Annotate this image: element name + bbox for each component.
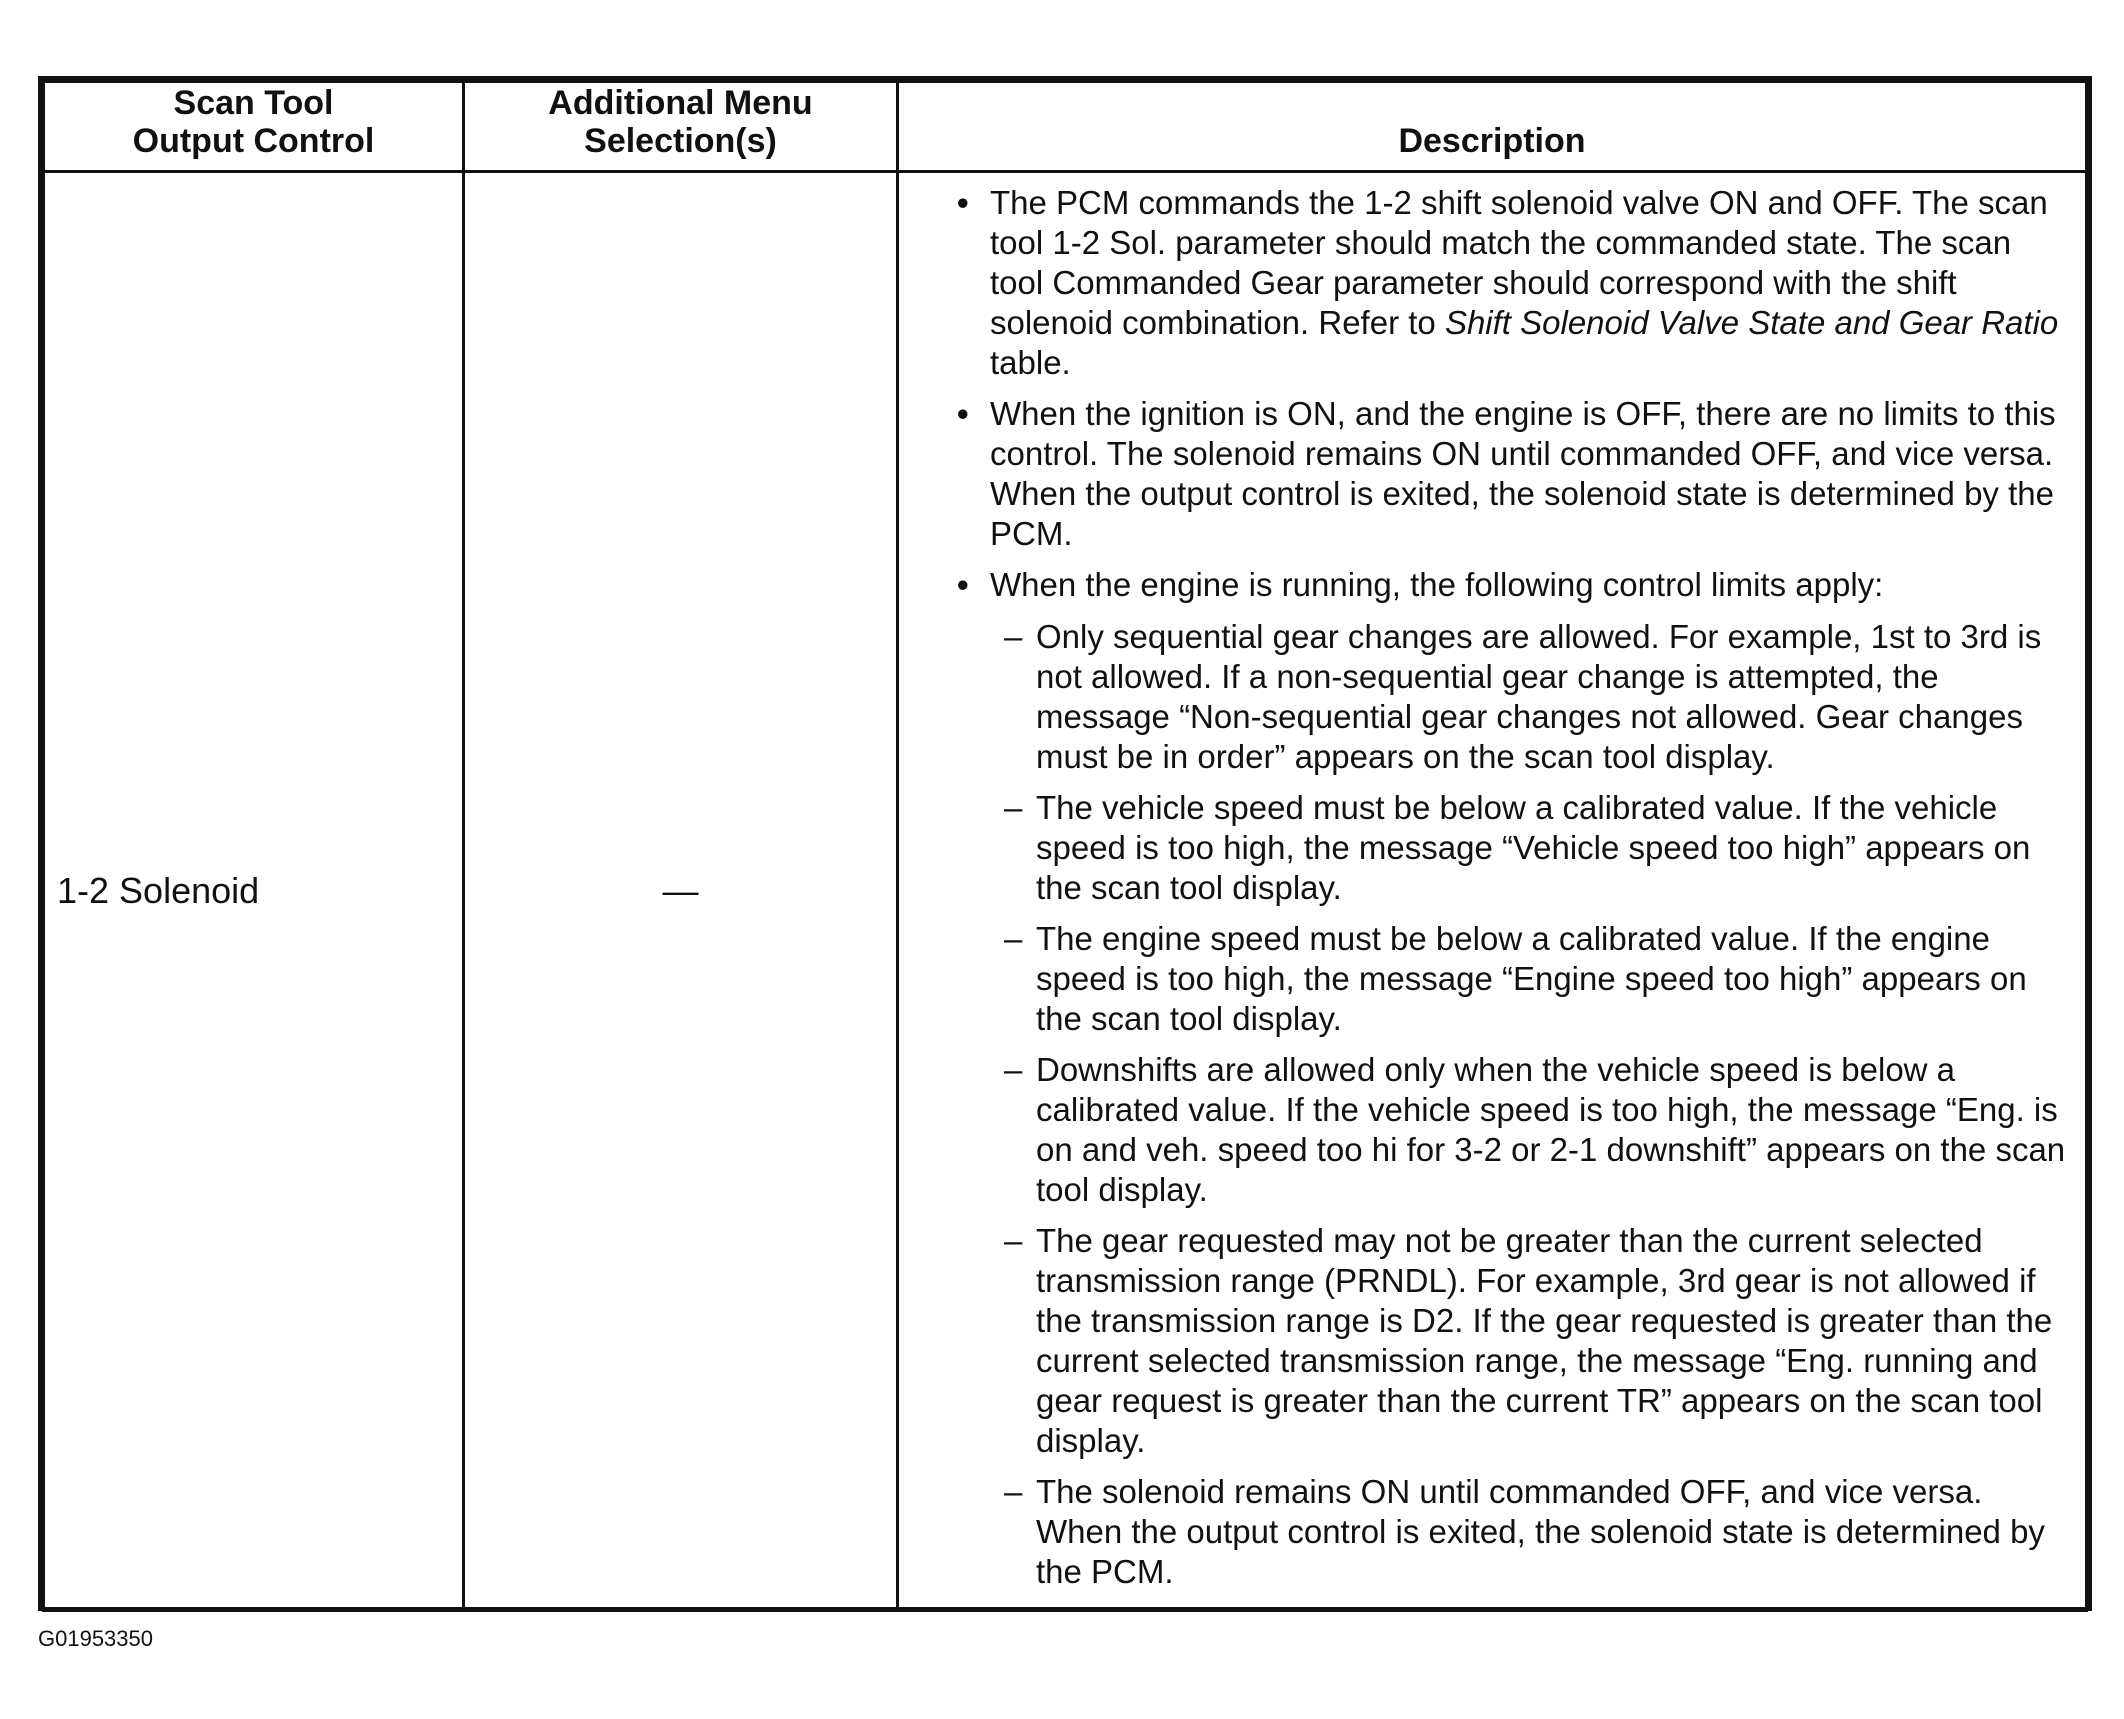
menu-selection-value: — <box>464 172 898 1611</box>
dash-icon: – <box>1004 618 1023 655</box>
bullet1-text: The PCM commands the 1-2 shift solenoid valve ON and OFF. The scan tool 1-2 Sol. parameter should match the commanded state. The scan tool Commanded Gear parameter should correspond with the shift solenoid combination. Refer to <box>990 184 2048 341</box>
control-limit-text: The gear requested may not be greater than the current selected transmission range (PRNDL). For example, 3rd gear is not allowed if the transmission range is D2. If the gear requested is greater than the current selected transmission range, the message “Eng. running and gear request is greater than the current TR” appears on the scan tool display. <box>1036 1222 2053 1459</box>
header-col2-line2: Selection(s) <box>584 122 777 160</box>
description-cell <box>898 172 2087 1611</box>
bullet-icon: • <box>957 184 969 221</box>
control-limit-text: The engine speed must be below a calibrated value. If the engine speed is too high, the message “Engine speed too high” appears on the scan tool display. <box>1036 920 2027 1037</box>
output-control-name: 1-2 Solenoid <box>44 172 464 1611</box>
table-header-row <box>44 82 2087 172</box>
control-limit-item <box>1004 1050 2071 1210</box>
bullet-icon: • <box>957 395 969 432</box>
control-limit-text: The vehicle speed must be below a calibrated value. If the vehicle speed is too high, the message “Vehicle speed too high” appears on the scan tool display. <box>1036 789 2031 906</box>
description-bullet <box>957 394 2071 554</box>
control-limit-text: The solenoid remains ON until commanded OFF, and vice versa. When the output control is exited, the solenoid state is determined by the PCM. <box>1036 1473 2045 1590</box>
control-limit-item <box>1004 919 2071 1039</box>
bullet-icon: • <box>957 566 969 603</box>
output-control-table <box>38 76 2092 1611</box>
dash-icon: – <box>1004 789 1023 826</box>
output-control-table-grid <box>42 80 2088 1612</box>
dash-icon: – <box>1004 1473 1023 1510</box>
description-bullet <box>957 183 2071 383</box>
header-additional-menu-selections <box>464 82 898 172</box>
control-limit-text: Only sequential gear changes are allowed. For example, 1st to 3rd is not allowed. If a non-sequential gear change is attempted, the message “Non-sequential gear changes not allowed. Gear changes must be in order” appears on the scan tool display. <box>1036 618 2042 775</box>
bullet3-text: When the engine is running, the following control limits apply: <box>990 566 1884 603</box>
header-description: Description <box>898 82 2087 172</box>
control-limit-item <box>1004 788 2071 908</box>
description-bullets <box>899 183 2071 1592</box>
bullet2-text: When the ignition is ON, and the engine is OFF, there are no limits to this control. The solenoid remains ON until commanded OFF, and vice versa. When the output control is exited, the solenoid state is determined by the PCM. <box>990 395 2056 552</box>
table-row <box>44 172 2087 1611</box>
control-limits-list <box>1004 617 2071 1592</box>
bullet1-reference: Shift Solenoid Valve State and Gear Ratio <box>1444 304 2059 341</box>
control-limit-text: Downshifts are allowed only when the vehicle speed is below a calibrated value. If the vehicle speed is too high, the message “Eng. is on and veh. speed too hi for 3-2 or 2-1 downshift” appears on the scan tool display. <box>1036 1051 2066 1208</box>
control-limit-item <box>1004 617 2071 777</box>
bullet1-after: table. <box>990 344 1071 381</box>
header-col2-line1: Additional Menu <box>548 84 813 122</box>
control-limit-item <box>1004 1221 2071 1461</box>
header-col1-line2: Output Control <box>132 122 375 160</box>
dash-icon: – <box>1004 1222 1023 1259</box>
dash-icon: – <box>1004 1051 1023 1088</box>
header-col1-line1: Scan Tool <box>173 84 334 122</box>
header-scan-tool-output-control <box>44 82 464 172</box>
description-bullet <box>957 565 2071 1592</box>
control-limit-item <box>1004 1472 2071 1592</box>
figure-code: G01953350 <box>38 1626 153 1651</box>
dash-icon: – <box>1004 920 1023 957</box>
